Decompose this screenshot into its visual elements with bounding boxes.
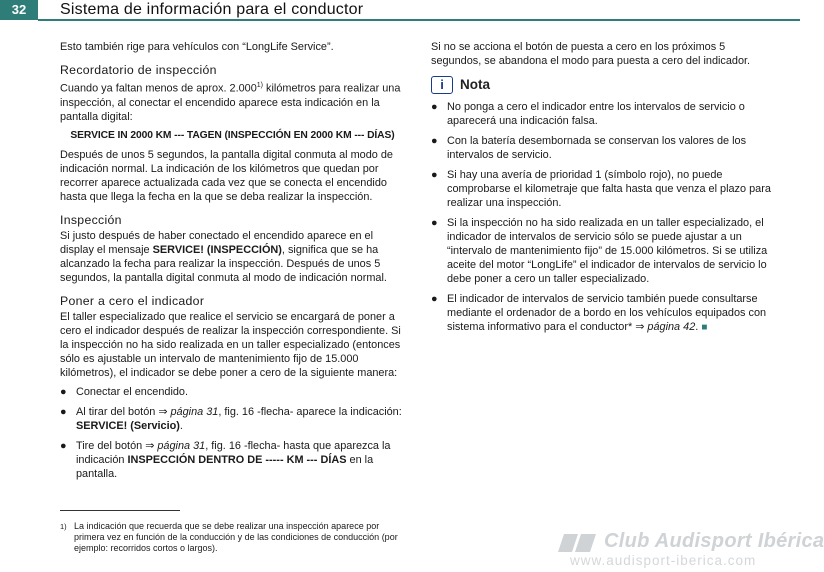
end-mark-icon: ■ <box>701 322 708 333</box>
bullet-icon: ● <box>431 135 438 147</box>
right-column <box>431 40 776 341</box>
bullet-icon: ● <box>431 169 438 181</box>
page-link[interactable]: página 31 <box>170 405 219 418</box>
bullet-icon: ● <box>431 101 438 113</box>
footnote-text: La indicación que recuerda que se debe realizar una inspección aparece por primera vez en función de la conducción y de las condiciones de conducción (por ejemplo: recorridos cortos o largos). <box>74 521 398 553</box>
footnote-marker: 1) <box>60 522 67 531</box>
reminder-paragraph-2: Después de unos 5 segundos, la pantalla digital conmuta al modo de indicación normal. La indicación de los kilómetros que quedan por recorrer aparece actualizada cada vez que se conecta el encendido hasta que llega la fecha en la que se deba realizar la inspección. <box>60 148 393 203</box>
list-item: ● Al tirar del botón ⇒ página 31, fig. 16 -flecha- aparece la indicación: SERVICE! (Servicio). <box>60 405 402 432</box>
inspection-paragraph: Si justo después de haber conectado el encendido aparece en el display el mensaje SERVICE! (INSPECCIÓN), significa que se ha alcanzado la fecha para realizar la inspección. Después de unos 5 segundos, la pantalla digital conmuta al modo de indicación normal. <box>60 229 387 284</box>
display-message: SERVICE IN 2000 KM --- TAGEN (INSPECCIÓN EN 2000 KM --- DÍAS) <box>70 129 395 141</box>
footnote-ref[interactable]: 1) <box>256 82 264 89</box>
watermark-url: www.audisport-iberica.com <box>570 553 757 568</box>
page-number: 32 <box>0 0 38 20</box>
footnote-rule <box>60 510 180 511</box>
footnote <box>60 521 406 554</box>
list-item: ● Si hay una avería de prioridad 1 (símbolo rojo), no puede comprobarse el kilometraje que falta hasta que venza el plazo para realizar una inspección. <box>431 169 771 209</box>
bullet-icon: ● <box>60 385 67 398</box>
bullet-icon: ● <box>431 217 438 229</box>
reset-steps <box>60 385 405 481</box>
watermark-title: Club Audisport Ibérica <box>604 530 824 552</box>
list-item: ● Conectar el encendido. <box>60 385 189 398</box>
note-title: Nota <box>460 77 490 92</box>
list-item: ● No ponga a cero el indicador entre los intervalos de servicio o aparecerá una indicación falsa. <box>431 101 745 127</box>
bullet-icon: ● <box>60 439 67 452</box>
section-title-reset: Poner a cero el indicador <box>60 293 205 308</box>
page-link[interactable]: página 31 <box>157 439 206 452</box>
header-rule <box>38 19 800 21</box>
info-icon: i <box>431 76 453 94</box>
list-item: ● El indicador de intervalos de servicio también puede consultarse mediante el ordenador de a bordo en los vehículos equipados con sistema informativo para el conductor* ⇒ página 42. ■ <box>431 293 767 333</box>
section-title-reminder: Recordatorio de inspección <box>60 63 217 77</box>
bullet-icon: ● <box>60 405 67 418</box>
watermark <box>556 530 824 572</box>
page-link[interactable]: página 42 <box>647 321 696 333</box>
reminder-paragraph: Cuando ya faltan menos de aprox. 2.000$^{1)}$ kilómetros para realizar una inspección, al conectar el encendido aparece esta indicación en la pantalla digital: <box>60 82 401 123</box>
list-item: ● Si la inspección no ha sido realizada en un taller especializado, el indicador de intervalos de servicio sólo se puede ajustar a un “intervalo de mantenimiento fijo” de 15.000 kilómetros. Si se utiliza aceite del motor “LongLife” el indicador de intervalos de servicio lo debe poner a cero un taller especializado. <box>431 217 768 285</box>
page-title: Sistema de información para el conductor <box>60 1 364 18</box>
club-logo-icon <box>556 532 598 554</box>
note-header <box>431 76 776 94</box>
left-column <box>60 40 405 487</box>
note-list <box>431 100 776 335</box>
reset-paragraph: El taller especializado que realice el servicio se encargará de poner a cero el indicador después de realizar la inspección correspondiente. Si la inspección no ha sido realizada en un taller especializado (entonces sólo es ajustable un intervalo de mantenimiento fijo de 15.000 kilómetros), el indicador se debe poner a cero de la siguiente manera: <box>60 310 401 379</box>
intro-paragraph: Esto también rige para vehículos con “LongLife Service”. <box>60 41 334 53</box>
list-item: ● Tire del botón ⇒ página 31, fig. 16 -flecha- hasta que aparezca la indicación INSPECCIÓN DENTRO DE ----- KM --- DÍAS en la pantalla. <box>60 439 391 480</box>
bullet-icon: ● <box>431 293 438 305</box>
section-title-inspection: Inspección <box>60 212 122 227</box>
list-item: ● Con la batería desembornada se conservan los valores de los intervalos de servicio. <box>431 135 747 161</box>
right-intro-paragraph: Si no se acciona el botón de puesta a cero en los próximos 5 segundos, se abandona el modo para puesta a cero del indicador. <box>431 41 751 67</box>
